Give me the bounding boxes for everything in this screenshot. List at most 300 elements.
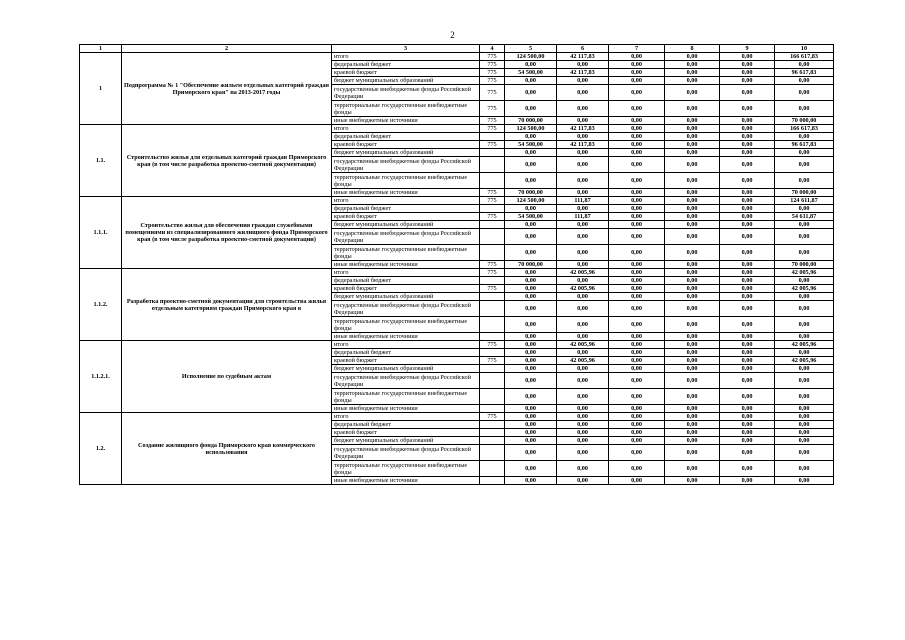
amount-cell: 0,00 — [665, 149, 720, 157]
grbs-code: 775 — [480, 189, 505, 197]
grbs-code: 775 — [480, 213, 505, 221]
amount-cell: 0,00 — [720, 157, 775, 173]
amount-cell: 0,00 — [775, 277, 834, 285]
col-header: 8 — [665, 45, 720, 53]
amount-cell: 0,00 — [775, 205, 834, 213]
amount-cell: 0,00 — [609, 101, 665, 117]
amount-cell: 0,00 — [609, 269, 665, 277]
amount-cell: 96 617,83 — [775, 69, 834, 77]
amount-cell: 0,00 — [505, 461, 557, 477]
grbs-code — [480, 277, 505, 285]
amount-cell: 0,00 — [720, 85, 775, 101]
funding-source: иные внебюджетные источники — [332, 261, 480, 269]
amount-cell: 0,00 — [775, 77, 834, 85]
amount-cell: 0,00 — [505, 245, 557, 261]
amount-cell: 124 611,87 — [775, 197, 834, 205]
amount-cell: 0,00 — [665, 77, 720, 85]
amount-cell: 0,00 — [505, 333, 557, 341]
item-code: 1.1.2.1. — [80, 341, 122, 413]
funding-source: иные внебюджетные источники — [332, 477, 480, 485]
grbs-code — [480, 301, 505, 317]
amount-cell: 0,00 — [557, 205, 609, 213]
col-header: 6 — [557, 45, 609, 53]
amount-cell: 0,00 — [775, 229, 834, 245]
amount-cell: 0,00 — [505, 349, 557, 357]
item-name: Строительство жилья для обеспечения граждан служебными помещениями из специализированного жилищного фонда Приморского края (в том числе разработка проектно-сметной документации) — [122, 197, 332, 269]
amount-cell: 0,00 — [665, 229, 720, 245]
col-header: 9 — [720, 45, 775, 53]
amount-cell: 124 500,00 — [505, 125, 557, 133]
amount-cell: 0,00 — [609, 285, 665, 293]
funding-source: краевой бюджет — [332, 285, 480, 293]
amount-cell: 0,00 — [557, 77, 609, 85]
funding-source: федеральный бюджет — [332, 61, 480, 69]
amount-cell: 0,00 — [609, 141, 665, 149]
grbs-code: 775 — [480, 261, 505, 269]
amount-cell: 42 005,96 — [557, 269, 609, 277]
amount-cell: 0,00 — [609, 173, 665, 189]
amount-cell: 0,00 — [557, 277, 609, 285]
amount-cell: 0,00 — [720, 365, 775, 373]
funding-source: государственные внебюджетные фонды Российской Федерации — [332, 301, 480, 317]
amount-cell: 0,00 — [609, 301, 665, 317]
amount-cell: 0,00 — [665, 341, 720, 349]
amount-cell: 0,00 — [720, 341, 775, 349]
grbs-code: 775 — [480, 77, 505, 85]
amount-cell: 0,00 — [720, 437, 775, 445]
grbs-code — [480, 149, 505, 157]
col-header: 10 — [775, 45, 834, 53]
amount-cell: 0,00 — [557, 349, 609, 357]
amount-cell: 0,00 — [720, 125, 775, 133]
amount-cell: 0,00 — [720, 421, 775, 429]
amount-cell: 0,00 — [557, 173, 609, 189]
amount-cell: 0,00 — [609, 69, 665, 77]
amount-cell: 0,00 — [609, 333, 665, 341]
funding-source: иные внебюджетные источники — [332, 333, 480, 341]
amount-cell: 0,00 — [665, 173, 720, 189]
amount-cell: 0,00 — [505, 133, 557, 141]
amount-cell: 70 000,00 — [775, 117, 834, 125]
amount-cell: 0,00 — [609, 53, 665, 61]
funding-source: итого — [332, 413, 480, 421]
amount-cell: 111,87 — [557, 197, 609, 205]
grbs-code — [480, 317, 505, 333]
amount-cell: 42 117,83 — [557, 141, 609, 149]
amount-cell: 0,00 — [609, 317, 665, 333]
funding-source: итого — [332, 125, 480, 133]
grbs-code — [480, 365, 505, 373]
item-name: Разработка проектно-сметной документации для строительства жилья отдельным категориям граждан Приморского края в — [122, 269, 332, 341]
amount-cell: 0,00 — [720, 413, 775, 421]
amount-cell: 70 000,00 — [775, 261, 834, 269]
amount-cell: 0,00 — [775, 477, 834, 485]
amount-cell: 0,00 — [609, 157, 665, 173]
amount-cell: 0,00 — [609, 125, 665, 133]
amount-cell: 0,00 — [557, 149, 609, 157]
amount-cell: 0,00 — [665, 349, 720, 357]
amount-cell: 42 117,83 — [557, 69, 609, 77]
amount-cell: 0,00 — [609, 357, 665, 365]
amount-cell: 0,00 — [665, 413, 720, 421]
amount-cell: 0,00 — [775, 101, 834, 117]
amount-cell: 0,00 — [609, 133, 665, 141]
grbs-code — [480, 229, 505, 245]
item-code: 1.1. — [80, 125, 122, 197]
amount-cell: 0,00 — [609, 221, 665, 229]
amount-cell: 0,00 — [557, 229, 609, 245]
amount-cell: 0,00 — [720, 77, 775, 85]
amount-cell: 0,00 — [720, 189, 775, 197]
amount-cell: 0,00 — [557, 85, 609, 101]
funding-source: краевой бюджет — [332, 213, 480, 221]
grbs-code: 775 — [480, 85, 505, 101]
amount-cell: 0,00 — [665, 461, 720, 477]
header-row — [80, 45, 834, 53]
amount-cell: 0,00 — [609, 405, 665, 413]
amount-cell: 0,00 — [720, 229, 775, 245]
amount-cell: 0,00 — [557, 421, 609, 429]
amount-cell: 0,00 — [505, 157, 557, 173]
amount-cell: 70 000,00 — [505, 117, 557, 125]
grbs-code: 775 — [480, 269, 505, 277]
amount-cell: 124 500,00 — [505, 197, 557, 205]
amount-cell: 0,00 — [557, 333, 609, 341]
table-row — [80, 269, 834, 277]
funding-source: краевой бюджет — [332, 69, 480, 77]
amount-cell: 0,00 — [775, 365, 834, 373]
amount-cell: 0,00 — [505, 229, 557, 245]
amount-cell: 0,00 — [557, 301, 609, 317]
amount-cell: 124 500,00 — [505, 53, 557, 61]
amount-cell: 0,00 — [505, 269, 557, 277]
grbs-code — [480, 477, 505, 485]
item-code: 1.1.2. — [80, 269, 122, 341]
amount-cell: 0,00 — [557, 189, 609, 197]
amount-cell: 0,00 — [557, 133, 609, 141]
amount-cell: 0,00 — [505, 85, 557, 101]
amount-cell: 0,00 — [665, 357, 720, 365]
amount-cell: 0,00 — [775, 61, 834, 69]
funding-source: итого — [332, 269, 480, 277]
table-row — [80, 125, 834, 133]
amount-cell: 0,00 — [557, 317, 609, 333]
amount-cell: 0,00 — [505, 413, 557, 421]
amount-cell: 96 617,83 — [775, 141, 834, 149]
funding-source: территориальные государственные внебюджетные фонды — [332, 245, 480, 261]
amount-cell: 0,00 — [720, 349, 775, 357]
grbs-code — [480, 445, 505, 461]
amount-cell: 0,00 — [775, 333, 834, 341]
amount-cell: 0,00 — [665, 205, 720, 213]
amount-cell: 0,00 — [775, 157, 834, 173]
amount-cell: 0,00 — [557, 61, 609, 69]
amount-cell: 0,00 — [665, 157, 720, 173]
funding-source: государственные внебюджетные фонды Российской Федерации — [332, 85, 480, 101]
grbs-code — [480, 173, 505, 189]
amount-cell: 0,00 — [609, 229, 665, 245]
amount-cell: 0,00 — [665, 189, 720, 197]
amount-cell: 0,00 — [505, 149, 557, 157]
amount-cell: 111,87 — [557, 213, 609, 221]
amount-cell: 0,00 — [775, 413, 834, 421]
amount-cell: 0,00 — [557, 389, 609, 405]
amount-cell: 0,00 — [665, 261, 720, 269]
amount-cell: 0,00 — [609, 149, 665, 157]
amount-cell: 54 500,00 — [505, 213, 557, 221]
amount-cell: 0,00 — [609, 261, 665, 269]
amount-cell: 0,00 — [609, 413, 665, 421]
amount-cell: 0,00 — [505, 405, 557, 413]
amount-cell: 0,00 — [720, 405, 775, 413]
page-number: 2 — [450, 30, 455, 40]
funding-source: бюджет муниципальных образований — [332, 293, 480, 301]
amount-cell: 0,00 — [775, 317, 834, 333]
grbs-code: 775 — [480, 101, 505, 117]
col-header: 5 — [505, 45, 557, 53]
amount-cell: 0,00 — [775, 349, 834, 357]
funding-source: краевой бюджет — [332, 357, 480, 365]
amount-cell: 0,00 — [720, 317, 775, 333]
grbs-code: 775 — [480, 357, 505, 365]
amount-cell: 166 617,83 — [775, 125, 834, 133]
amount-cell: 0,00 — [775, 421, 834, 429]
amount-cell: 0,00 — [609, 245, 665, 261]
amount-cell: 0,00 — [505, 221, 557, 229]
amount-cell: 0,00 — [665, 317, 720, 333]
amount-cell: 42 005,96 — [775, 269, 834, 277]
amount-cell: 0,00 — [557, 437, 609, 445]
amount-cell: 70 000,00 — [775, 189, 834, 197]
amount-cell: 0,00 — [557, 445, 609, 461]
amount-cell: 0,00 — [609, 429, 665, 437]
amount-cell: 0,00 — [665, 333, 720, 341]
amount-cell: 0,00 — [505, 277, 557, 285]
funding-source: федеральный бюджет — [332, 133, 480, 141]
grbs-code — [480, 373, 505, 389]
amount-cell: 42 005,96 — [775, 285, 834, 293]
amount-cell: 0,00 — [720, 373, 775, 389]
grbs-code: 775 — [480, 197, 505, 205]
amount-cell: 0,00 — [505, 429, 557, 437]
amount-cell: 0,00 — [609, 277, 665, 285]
grbs-code: 775 — [480, 125, 505, 133]
amount-cell: 0,00 — [609, 477, 665, 485]
amount-cell: 0,00 — [609, 373, 665, 389]
amount-cell: 0,00 — [505, 101, 557, 117]
amount-cell: 0,00 — [505, 61, 557, 69]
grbs-code — [480, 293, 505, 301]
amount-cell: 0,00 — [720, 245, 775, 261]
amount-cell: 0,00 — [720, 357, 775, 365]
amount-cell: 0,00 — [665, 421, 720, 429]
amount-cell: 0,00 — [775, 389, 834, 405]
amount-cell: 0,00 — [720, 261, 775, 269]
amount-cell: 0,00 — [505, 437, 557, 445]
funding-source: государственные внебюджетные фонды Российской Федерации — [332, 157, 480, 173]
amount-cell: 0,00 — [775, 301, 834, 317]
amount-cell: 0,00 — [665, 477, 720, 485]
amount-cell: 0,00 — [609, 445, 665, 461]
amount-cell: 42 005,96 — [557, 285, 609, 293]
col-header: 7 — [609, 45, 665, 53]
funding-source: бюджет муниципальных образований — [332, 149, 480, 157]
table-row — [80, 197, 834, 205]
amount-cell: 0,00 — [665, 405, 720, 413]
grbs-code: 775 — [480, 341, 505, 349]
amount-cell: 0,00 — [557, 429, 609, 437]
amount-cell: 0,00 — [609, 293, 665, 301]
amount-cell: 0,00 — [505, 421, 557, 429]
item-name: Подпрограмма № 1 "Обеспечение жильем отдельных категорий граждан Приморского края" на 2013-2017 годы — [122, 53, 332, 125]
amount-cell: 42 005,96 — [775, 341, 834, 349]
amount-cell: 0,00 — [609, 437, 665, 445]
item-name: Строительство жилья для отдельных категорий граждан Приморского края (в том числе разработка проектно-сметной документации) — [122, 125, 332, 197]
grbs-code — [480, 333, 505, 341]
amount-cell: 0,00 — [775, 373, 834, 389]
item-code: 1 — [80, 53, 122, 125]
funding-source: итого — [332, 341, 480, 349]
col-header: 3 — [332, 45, 480, 53]
amount-cell: 0,00 — [665, 213, 720, 221]
amount-cell: 0,00 — [720, 173, 775, 189]
item-code: 1.2. — [80, 413, 122, 485]
item-code: 1.1.1. — [80, 197, 122, 269]
amount-cell: 0,00 — [775, 293, 834, 301]
amount-cell: 0,00 — [609, 197, 665, 205]
amount-cell: 70 000,00 — [505, 261, 557, 269]
amount-cell: 0,00 — [720, 221, 775, 229]
amount-cell: 0,00 — [720, 293, 775, 301]
amount-cell: 0,00 — [609, 365, 665, 373]
col-header: 2 — [122, 45, 332, 53]
amount-cell: 0,00 — [609, 77, 665, 85]
amount-cell: 0,00 — [665, 125, 720, 133]
amount-cell: 42 005,96 — [557, 357, 609, 365]
amount-cell: 0,00 — [720, 461, 775, 477]
amount-cell: 0,00 — [720, 61, 775, 69]
amount-cell: 0,00 — [505, 373, 557, 389]
amount-cell: 0,00 — [665, 445, 720, 461]
amount-cell: 0,00 — [775, 133, 834, 141]
amount-cell: 0,00 — [775, 149, 834, 157]
amount-cell: 0,00 — [775, 85, 834, 101]
funding-source: иные внебюджетные источники — [332, 189, 480, 197]
funding-source: иные внебюджетные источники — [332, 405, 480, 413]
amount-cell: 0,00 — [775, 173, 834, 189]
amount-cell: 0,00 — [720, 445, 775, 461]
amount-cell: 0,00 — [775, 429, 834, 437]
amount-cell: 0,00 — [775, 245, 834, 261]
item-name: Исполнение по судебным актам — [122, 341, 332, 413]
amount-cell: 0,00 — [720, 269, 775, 277]
funding-source: федеральный бюджет — [332, 421, 480, 429]
amount-cell: 0,00 — [775, 461, 834, 477]
table-row — [80, 413, 834, 421]
amount-cell: 0,00 — [720, 277, 775, 285]
amount-cell: 0,00 — [775, 405, 834, 413]
item-name: Создание жилищного фонда Приморского края коммерческого использования — [122, 413, 332, 485]
funding-source: территориальные государственные внебюджетные фонды — [332, 389, 480, 405]
amount-cell: 0,00 — [720, 333, 775, 341]
grbs-code — [480, 221, 505, 229]
amount-cell: 0,00 — [720, 117, 775, 125]
amount-cell: 0,00 — [720, 133, 775, 141]
amount-cell: 0,00 — [505, 317, 557, 333]
amount-cell: 0,00 — [665, 277, 720, 285]
amount-cell: 0,00 — [609, 341, 665, 349]
funding-source: территориальные государственные внебюджетные фонды — [332, 101, 480, 117]
amount-cell: 0,00 — [505, 357, 557, 365]
amount-cell: 0,00 — [665, 133, 720, 141]
amount-cell: 0,00 — [665, 437, 720, 445]
amount-cell: 0,00 — [557, 293, 609, 301]
amount-cell: 0,00 — [665, 389, 720, 405]
funding-source: краевой бюджет — [332, 141, 480, 149]
amount-cell: 0,00 — [665, 373, 720, 389]
amount-cell: 0,00 — [609, 389, 665, 405]
amount-cell: 0,00 — [505, 285, 557, 293]
grbs-code: 775 — [480, 141, 505, 149]
amount-cell: 0,00 — [720, 477, 775, 485]
funding-source: итого — [332, 53, 480, 61]
amount-cell: 54 611,87 — [775, 213, 834, 221]
amount-cell: 0,00 — [775, 437, 834, 445]
amount-cell: 0,00 — [665, 53, 720, 61]
amount-cell: 0,00 — [505, 301, 557, 317]
grbs-code: 775 — [480, 117, 505, 125]
grbs-code — [480, 205, 505, 213]
grbs-code: 775 — [480, 413, 505, 421]
amount-cell: 0,00 — [557, 413, 609, 421]
funding-source: бюджет муниципальных образований — [332, 365, 480, 373]
amount-cell: 0,00 — [665, 141, 720, 149]
table-row — [80, 53, 834, 61]
amount-cell: 0,00 — [557, 101, 609, 117]
amount-cell: 0,00 — [665, 69, 720, 77]
amount-cell: 0,00 — [720, 389, 775, 405]
grbs-code — [480, 389, 505, 405]
funding-source: краевой бюджет — [332, 429, 480, 437]
grbs-code — [480, 157, 505, 173]
funding-source: федеральный бюджет — [332, 349, 480, 357]
funding-source: бюджет муниципальных образований — [332, 221, 480, 229]
amount-cell: 0,00 — [505, 205, 557, 213]
amount-cell: 0,00 — [665, 285, 720, 293]
amount-cell: 42 117,83 — [557, 125, 609, 133]
amount-cell: 0,00 — [720, 149, 775, 157]
amount-cell: 70 000,00 — [505, 189, 557, 197]
amount-cell: 0,00 — [505, 77, 557, 85]
amount-cell: 0,00 — [665, 101, 720, 117]
grbs-code — [480, 133, 505, 141]
amount-cell: 0,00 — [609, 461, 665, 477]
amount-cell: 0,00 — [720, 205, 775, 213]
col-header: 4 — [480, 45, 505, 53]
amount-cell: 42 117,83 — [557, 53, 609, 61]
funding-source: государственные внебюджетные фонды Российской Федерации — [332, 445, 480, 461]
grbs-code — [480, 421, 505, 429]
grbs-code — [480, 437, 505, 445]
amount-cell: 0,00 — [665, 221, 720, 229]
amount-cell: 0,00 — [557, 245, 609, 261]
amount-cell: 0,00 — [557, 221, 609, 229]
amount-cell: 0,00 — [609, 349, 665, 357]
amount-cell: 0,00 — [720, 301, 775, 317]
amount-cell: 42 005,96 — [557, 341, 609, 349]
amount-cell: 0,00 — [557, 157, 609, 173]
amount-cell: 0,00 — [557, 373, 609, 389]
